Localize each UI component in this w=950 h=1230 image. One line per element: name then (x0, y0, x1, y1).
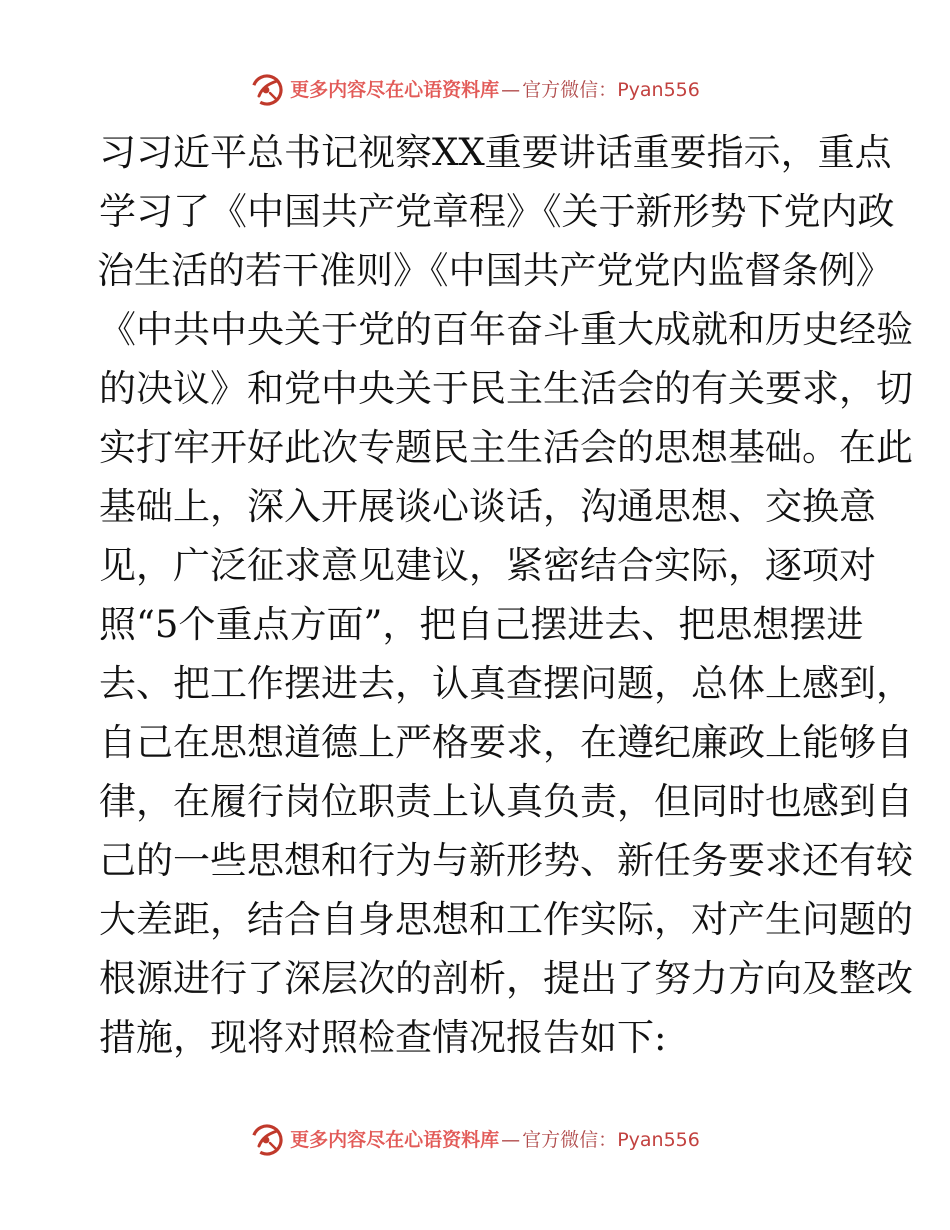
header-banner-label: 官方微信： (522, 78, 618, 101)
body-line: 实打牢开好此次专题民主生活会的思想基础。在此 (99, 426, 913, 469)
footer-banner-separator: — (501, 1128, 521, 1151)
footer-banner-text: 更多内容尽在心语资料库 (290, 1128, 500, 1151)
header-banner-text: 更多内容尽在心语资料库 (290, 78, 500, 101)
body-line: 律，在履行岗位职责上认真负责，但同时也感到自 (99, 780, 913, 823)
body-line: 大差距，结合自身思想和工作实际，对产生问题的 (99, 898, 913, 941)
footer-watermark-banner (0, 1120, 950, 1160)
body-line: 学习了《中国共产党章程》《关于新形势下党内政 (99, 190, 895, 233)
footer-banner-label: 官方微信： (522, 1128, 618, 1151)
document-body (0, 123, 950, 1067)
body-line: 己的一些思想和行为与新形势、新任务要求还有较 (99, 839, 913, 882)
body-line: 治生活的若干准则》《中国共产党党内监督条例》 (97, 249, 893, 292)
body-line: 《中共中央关于党的百年奋斗重大成就和历史经验 (99, 308, 913, 351)
dragon-brush-logo-icon (250, 73, 284, 107)
body-line: 自己在思想道德上严格要求，在遵纪廉政上能够自 (99, 721, 913, 764)
header-banner-separator: — (501, 78, 521, 101)
body-line: 基础上，深入开展谈心谈话，沟通思想、交换意 (99, 485, 876, 528)
header-watermark-banner (0, 70, 950, 110)
body-line: 见，广泛征求意见建议，紧密结合实际，逐项对 (99, 544, 876, 587)
body-line: 根源进行了深层次的剖析，提出了努力方向及整改 (99, 957, 913, 1000)
body-line: 习习近平总书记视察XX重要讲话重要指示，重点 (99, 131, 892, 174)
body-line-last: 措施，现将对照检查情况报告如下: (99, 1016, 667, 1059)
dragon-brush-logo-icon (250, 1123, 284, 1157)
body-line: 的决议》和党中央关于民主生活会的有关要求，切 (99, 367, 913, 410)
footer-banner-wechat-id: Pyan556 (617, 1128, 700, 1151)
header-banner-wechat-id: Pyan556 (617, 78, 700, 101)
body-line: 去、把工作摆进去，认真查摆问题，总体上感到， (99, 662, 913, 705)
body-line: 照“5个重点方面”，把自己摆进去、把思想摆进 (99, 603, 864, 646)
